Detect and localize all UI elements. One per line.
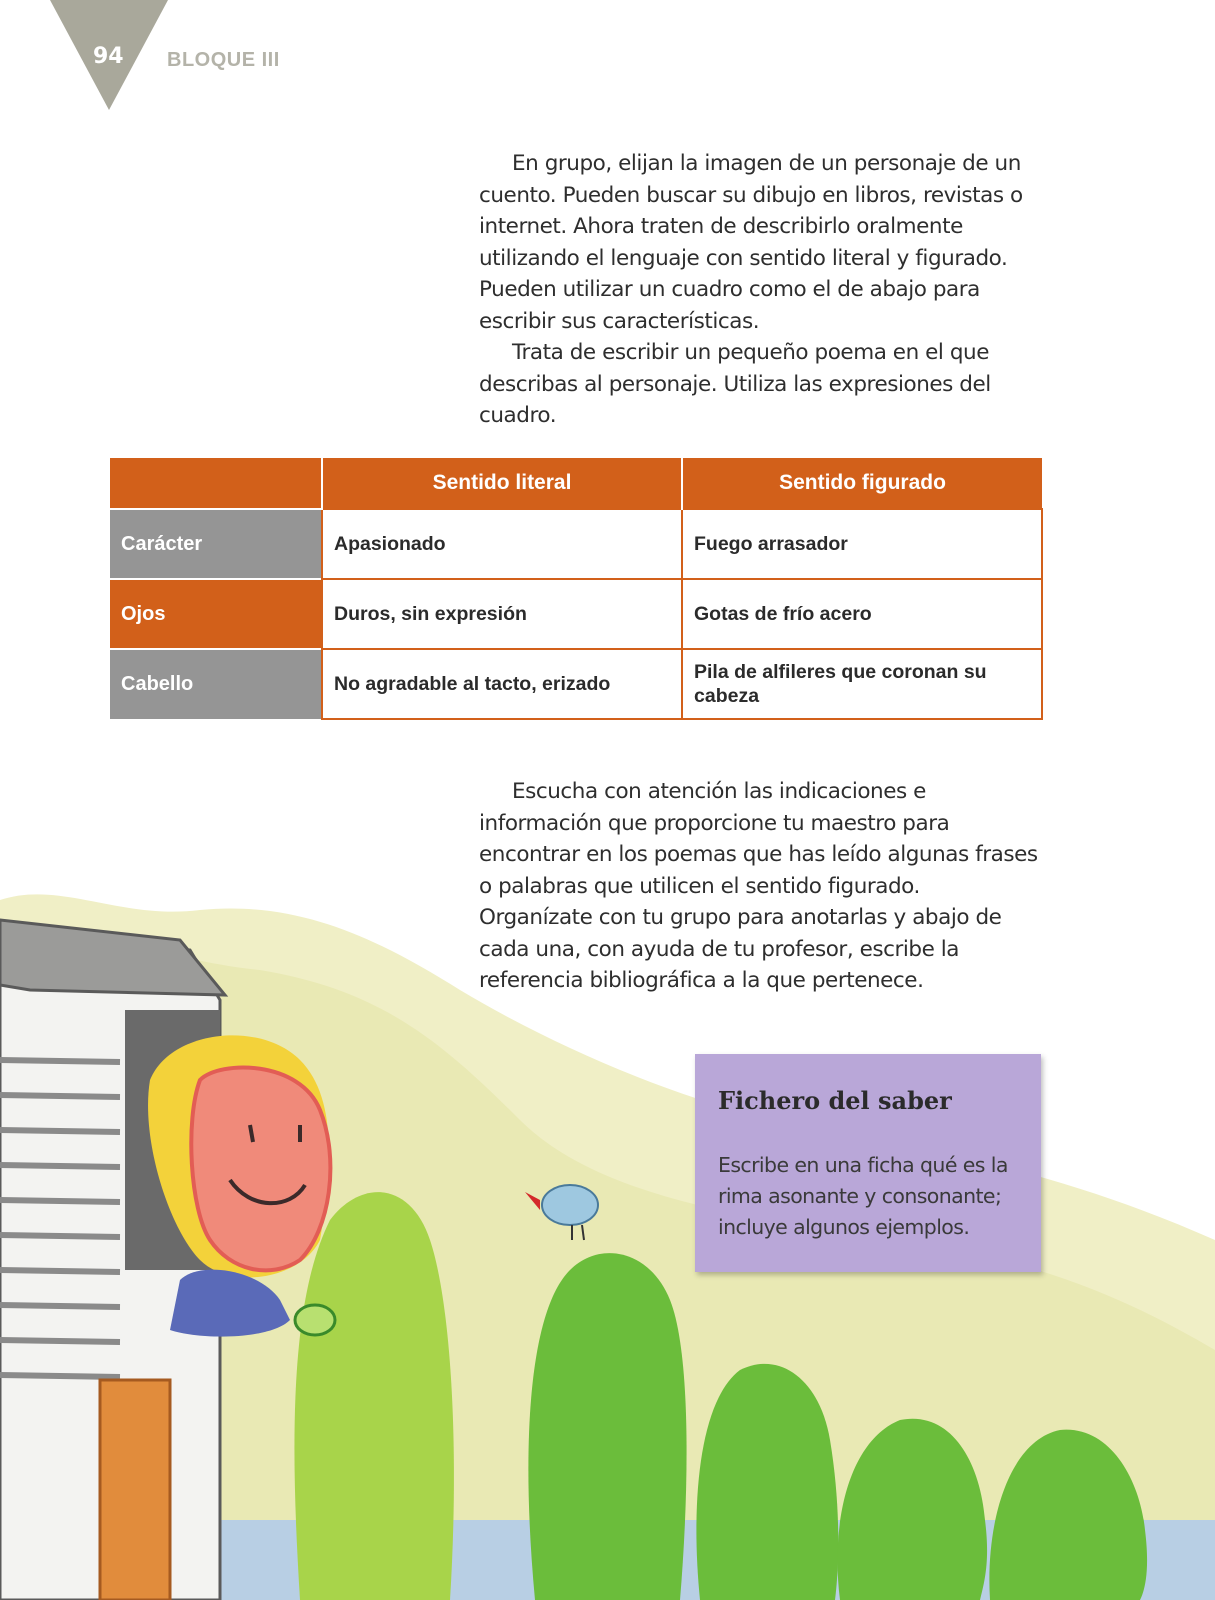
- row-label-ojos: Ojos: [110, 579, 322, 649]
- row-label-cabello: Cabello: [110, 649, 322, 719]
- block-label: BLOQUE III: [167, 49, 280, 71]
- page-number: 94: [93, 44, 124, 69]
- fichero-del-saber-box: [695, 1054, 1041, 1272]
- cell-figurado: Fuego arrasador: [682, 509, 1042, 579]
- table-header-corner: [110, 458, 322, 509]
- cell-figurado: Pila de alfileres que coronan su cabeza: [682, 649, 1042, 719]
- table-header-row: [110, 458, 1042, 509]
- cell-literal: No agradable al tacto, erizado: [322, 649, 682, 719]
- house: [0, 920, 225, 1600]
- description-table: [110, 458, 1043, 720]
- fichero-title: Fichero del saber: [718, 1086, 952, 1115]
- instructions-text: [479, 776, 1039, 997]
- table-row: [110, 649, 1042, 719]
- table-header-figurado: Sentido figurado: [682, 458, 1042, 509]
- row-label-caracter: Carácter: [110, 509, 322, 579]
- table-header-literal: Sentido literal: [322, 458, 682, 509]
- table-row: [110, 579, 1042, 649]
- instructions-paragraph: Escucha con atención las indicaciones e información que proporcione tu maestro para encontrar en los poemas que has leído algunas frases o palabras que utilicen el sentido figurado. Organízate con tu grupo para anotarlas y abajo de cada una, con ayuda de tu profesor, escribe la referencia bibliográfica a la que pertenece.: [479, 779, 1038, 993]
- cell-figurado: Gotas de frío acero: [682, 579, 1042, 649]
- cell-literal: Apasionado: [322, 509, 682, 579]
- table-row: [110, 509, 1042, 579]
- fichero-text: Escribe en una ficha qué es la rima asonante y consonante; incluye algunos ejemplos.: [718, 1153, 1008, 1239]
- intro-text: [479, 148, 1039, 432]
- cell-literal: Duros, sin expresión: [322, 579, 682, 649]
- intro-paragraph-1: En grupo, elijan la imagen de un personaje de un cuento. Pueden buscar su dibujo en libros, revistas o internet. Ahora traten de describirlo oralmente utilizando el lenguaje con sentido literal y figurado. Pueden utilizar un cuadro como el de abajo para escribir sus características.: [479, 151, 1023, 334]
- intro-paragraph-2: Trata de escribir un pequeño poema en el que describas al personaje. Utiliza las expresiones del cuadro.: [479, 340, 991, 428]
